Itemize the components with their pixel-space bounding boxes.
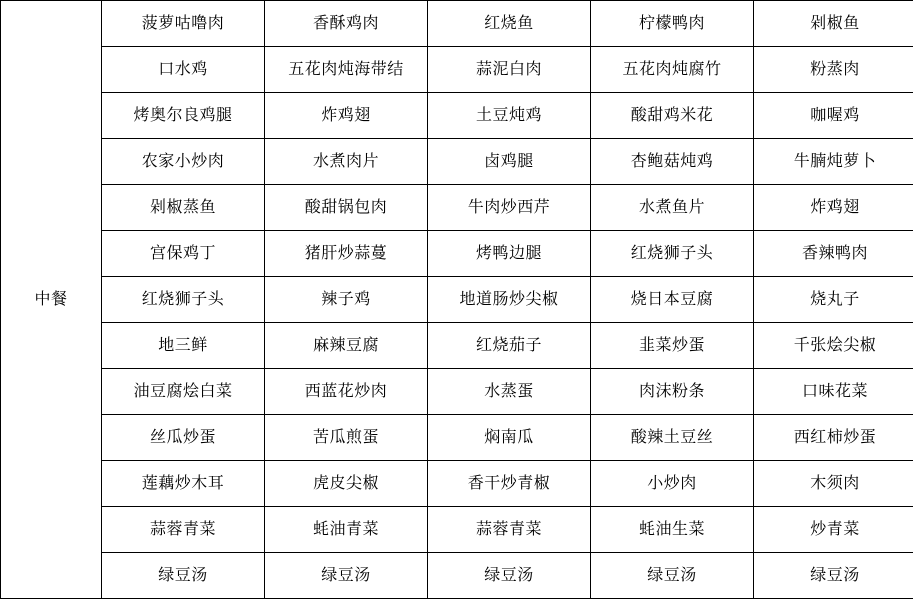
- dish-cell: 柠檬鸭肉: [591, 1, 754, 47]
- table-row: [1, 1, 913, 47]
- dish-cell: 木须肉: [754, 461, 913, 507]
- dish-cell: 烧丸子: [754, 277, 913, 323]
- dish-cell: 香酥鸡肉: [265, 1, 428, 47]
- table-row: [1, 461, 913, 507]
- dish-cell: 口味花菜: [754, 369, 913, 415]
- dish-cell: 丝瓜炒蛋: [102, 415, 265, 461]
- dish-cell: 油豆腐烩白菜: [102, 369, 265, 415]
- dish-cell: 牛肉炒西芹: [428, 185, 591, 231]
- dish-cell: 绿豆汤: [591, 553, 754, 599]
- dish-cell: 绿豆汤: [265, 553, 428, 599]
- dish-cell: 口水鸡: [102, 47, 265, 93]
- dish-cell: 焖南瓜: [428, 415, 591, 461]
- dish-cell: 炸鸡翅: [754, 185, 913, 231]
- dish-cell: 韭菜炒蛋: [591, 323, 754, 369]
- table-row: [1, 47, 913, 93]
- table-row: [1, 323, 913, 369]
- dish-cell: 粉蒸肉: [754, 47, 913, 93]
- dish-cell: 酸辣土豆丝: [591, 415, 754, 461]
- table-row: [1, 277, 913, 323]
- dish-cell: 水煮肉片: [265, 139, 428, 185]
- dish-cell: 剁椒鱼: [754, 1, 913, 47]
- table-row: [1, 185, 913, 231]
- dish-cell: 炒青菜: [754, 507, 913, 553]
- dish-cell: 蚝油青菜: [265, 507, 428, 553]
- table-row: [1, 507, 913, 553]
- dish-cell: 蒜蓉青菜: [428, 507, 591, 553]
- dish-cell: 西蓝花炒肉: [265, 369, 428, 415]
- dish-cell: 宫保鸡丁: [102, 231, 265, 277]
- dish-cell: 烤鸭边腿: [428, 231, 591, 277]
- meal-category-label: 中餐: [1, 1, 102, 599]
- dish-cell: 五花肉炖海带结: [265, 47, 428, 93]
- dish-cell: 小炒肉: [591, 461, 754, 507]
- dish-cell: 绿豆汤: [102, 553, 265, 599]
- dish-cell: 红烧狮子头: [591, 231, 754, 277]
- table-row: [1, 139, 913, 185]
- dish-cell: 农家小炒肉: [102, 139, 265, 185]
- dish-cell: 苦瓜煎蛋: [265, 415, 428, 461]
- dish-cell: 虎皮尖椒: [265, 461, 428, 507]
- dish-cell: 猪肝炒蒜蔓: [265, 231, 428, 277]
- dish-cell: 地三鲜: [102, 323, 265, 369]
- dish-cell: 千张烩尖椒: [754, 323, 913, 369]
- dish-cell: 杏鲍菇炖鸡: [591, 139, 754, 185]
- dish-cell: 地道肠炒尖椒: [428, 277, 591, 323]
- dish-cell: 香干炒青椒: [428, 461, 591, 507]
- dish-cell: 牛腩炖萝卜: [754, 139, 913, 185]
- dish-cell: 酸甜鸡米花: [591, 93, 754, 139]
- dish-cell: 土豆炖鸡: [428, 93, 591, 139]
- dish-cell: 辣子鸡: [265, 277, 428, 323]
- dish-cell: 五花肉炖腐竹: [591, 47, 754, 93]
- dish-cell: 剁椒蒸鱼: [102, 185, 265, 231]
- dish-cell: 水蒸蛋: [428, 369, 591, 415]
- dish-cell: 香辣鸭肉: [754, 231, 913, 277]
- dish-cell: 菠萝咕噜肉: [102, 1, 265, 47]
- dish-cell: 红烧狮子头: [102, 277, 265, 323]
- dish-cell: 莲藕炒木耳: [102, 461, 265, 507]
- dish-cell: 炸鸡翅: [265, 93, 428, 139]
- table-row: [1, 415, 913, 461]
- dish-cell: 烧日本豆腐: [591, 277, 754, 323]
- dish-cell: 麻辣豆腐: [265, 323, 428, 369]
- dish-cell: 西红柿炒蛋: [754, 415, 913, 461]
- dish-cell: 烤奥尔良鸡腿: [102, 93, 265, 139]
- dish-cell: 卤鸡腿: [428, 139, 591, 185]
- dish-cell: 蒜泥白肉: [428, 47, 591, 93]
- dish-cell: 蚝油生菜: [591, 507, 754, 553]
- dish-cell: 水煮鱼片: [591, 185, 754, 231]
- dish-cell: 绿豆汤: [428, 553, 591, 599]
- table-row: [1, 93, 913, 139]
- dish-cell: 肉沫粉条: [591, 369, 754, 415]
- table-row: [1, 553, 913, 599]
- dish-cell: 咖喔鸡: [754, 93, 913, 139]
- table-row: [1, 369, 913, 415]
- dish-cell: 蒜蓉青菜: [102, 507, 265, 553]
- dish-cell: 酸甜锅包肉: [265, 185, 428, 231]
- dish-cell: 绿豆汤: [754, 553, 913, 599]
- dish-cell: 红烧鱼: [428, 1, 591, 47]
- dish-cell: 红烧茄子: [428, 323, 591, 369]
- table-row: [1, 231, 913, 277]
